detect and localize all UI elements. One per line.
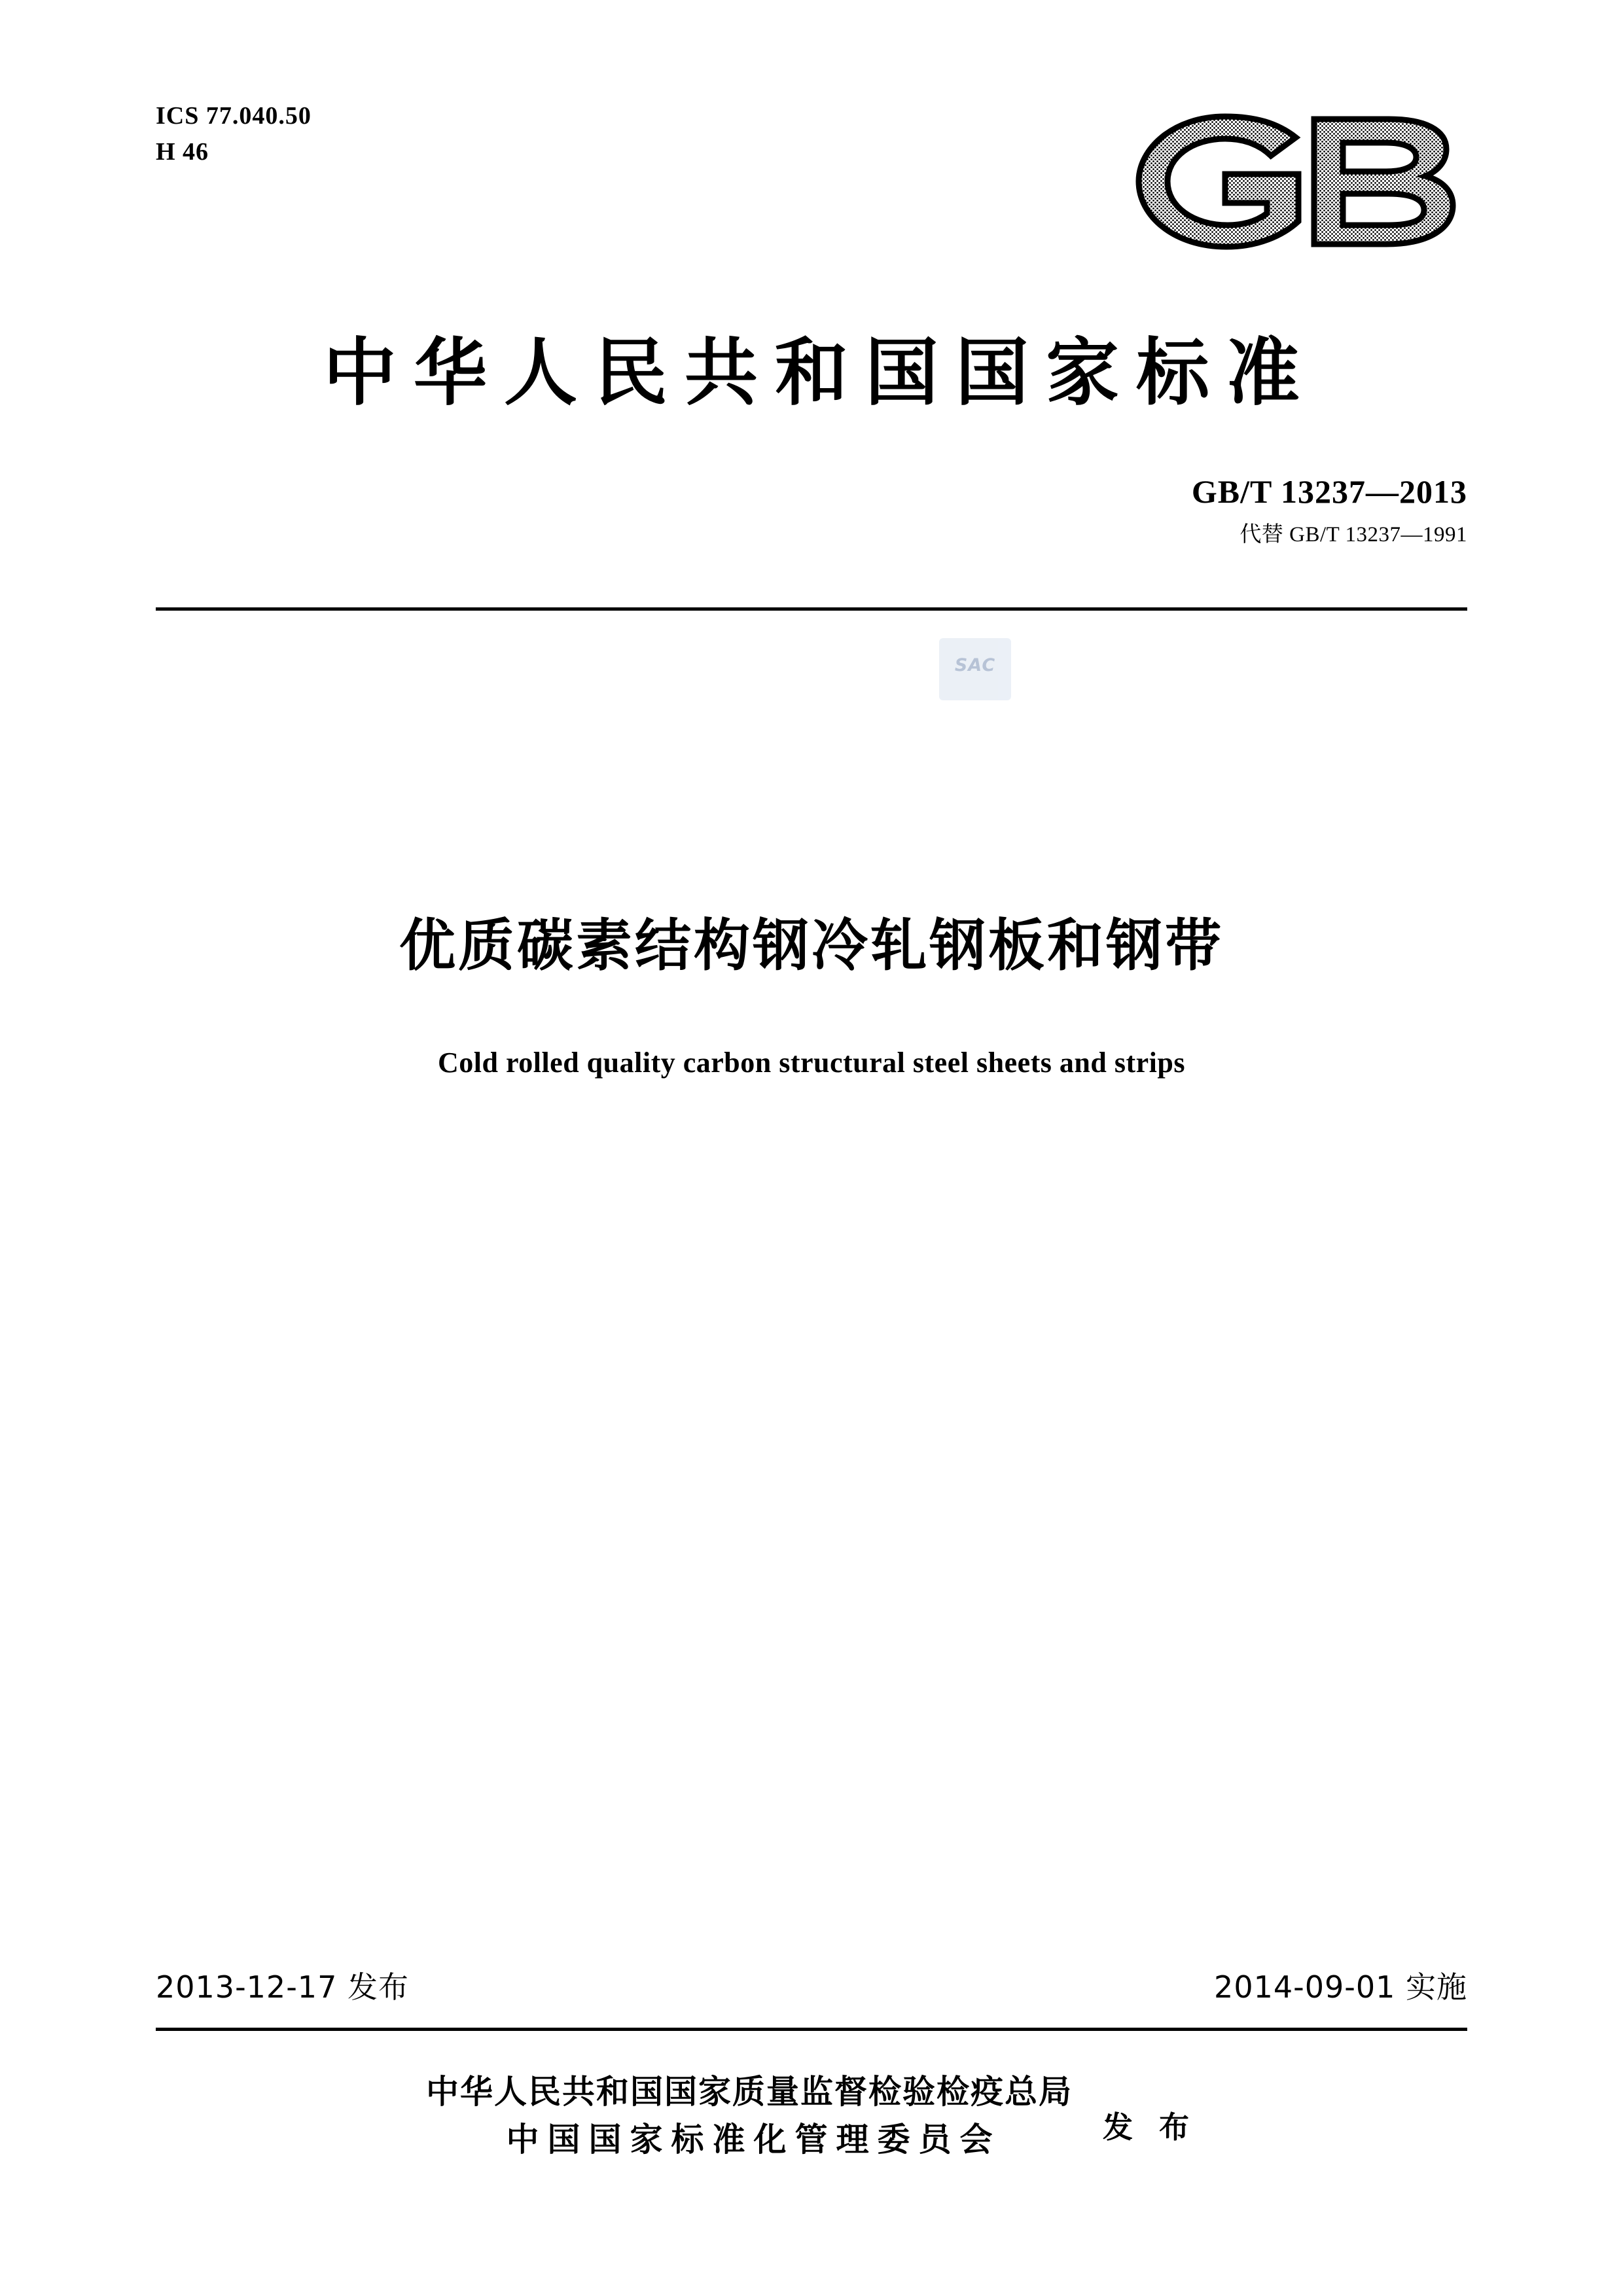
category-code: H 46 (156, 138, 209, 166)
standard-number: GB/T 13237—2013 (1191, 473, 1467, 510)
issue-date: 2013-12-17 发布 (156, 1969, 409, 2005)
implementation-date: 2014-09-01 实施 (1214, 1969, 1467, 2005)
sac-watermark-label: SAC (954, 655, 996, 675)
publisher-line-1: 中华人民共和国国家质量监督检验检疫总局 (425, 2073, 1073, 2111)
date-row (156, 1964, 1467, 2003)
publisher-block (0, 2068, 1623, 2163)
publisher-action: 发 布 (1102, 2109, 1197, 2145)
ics-block (156, 98, 312, 170)
sac-watermark-icon (939, 638, 1011, 700)
ics-code: ICS 77.040.50 (156, 102, 312, 130)
standard-replaces: 代替 GB/T 13237—1991 (1240, 523, 1467, 547)
document-title-english: Cold rolled quality carbon structural steel sheets and strips (438, 1047, 1185, 1079)
divider-top (156, 607, 1467, 611)
publisher-names (426, 2068, 1073, 2163)
publisher-inner (426, 2068, 1197, 2163)
gb-logo-icon (1127, 111, 1467, 252)
standard-number-block (1192, 473, 1467, 548)
divider-bottom (156, 2028, 1467, 2031)
publisher-line-2: 中国国家标准化管理委员会 (506, 2120, 1001, 2159)
national-standard-heading: 中华人民共和国国家标准 (323, 331, 1317, 416)
document-title-chinese: 优质碳素结构钢冷轧钢板和钢带 (399, 913, 1224, 978)
